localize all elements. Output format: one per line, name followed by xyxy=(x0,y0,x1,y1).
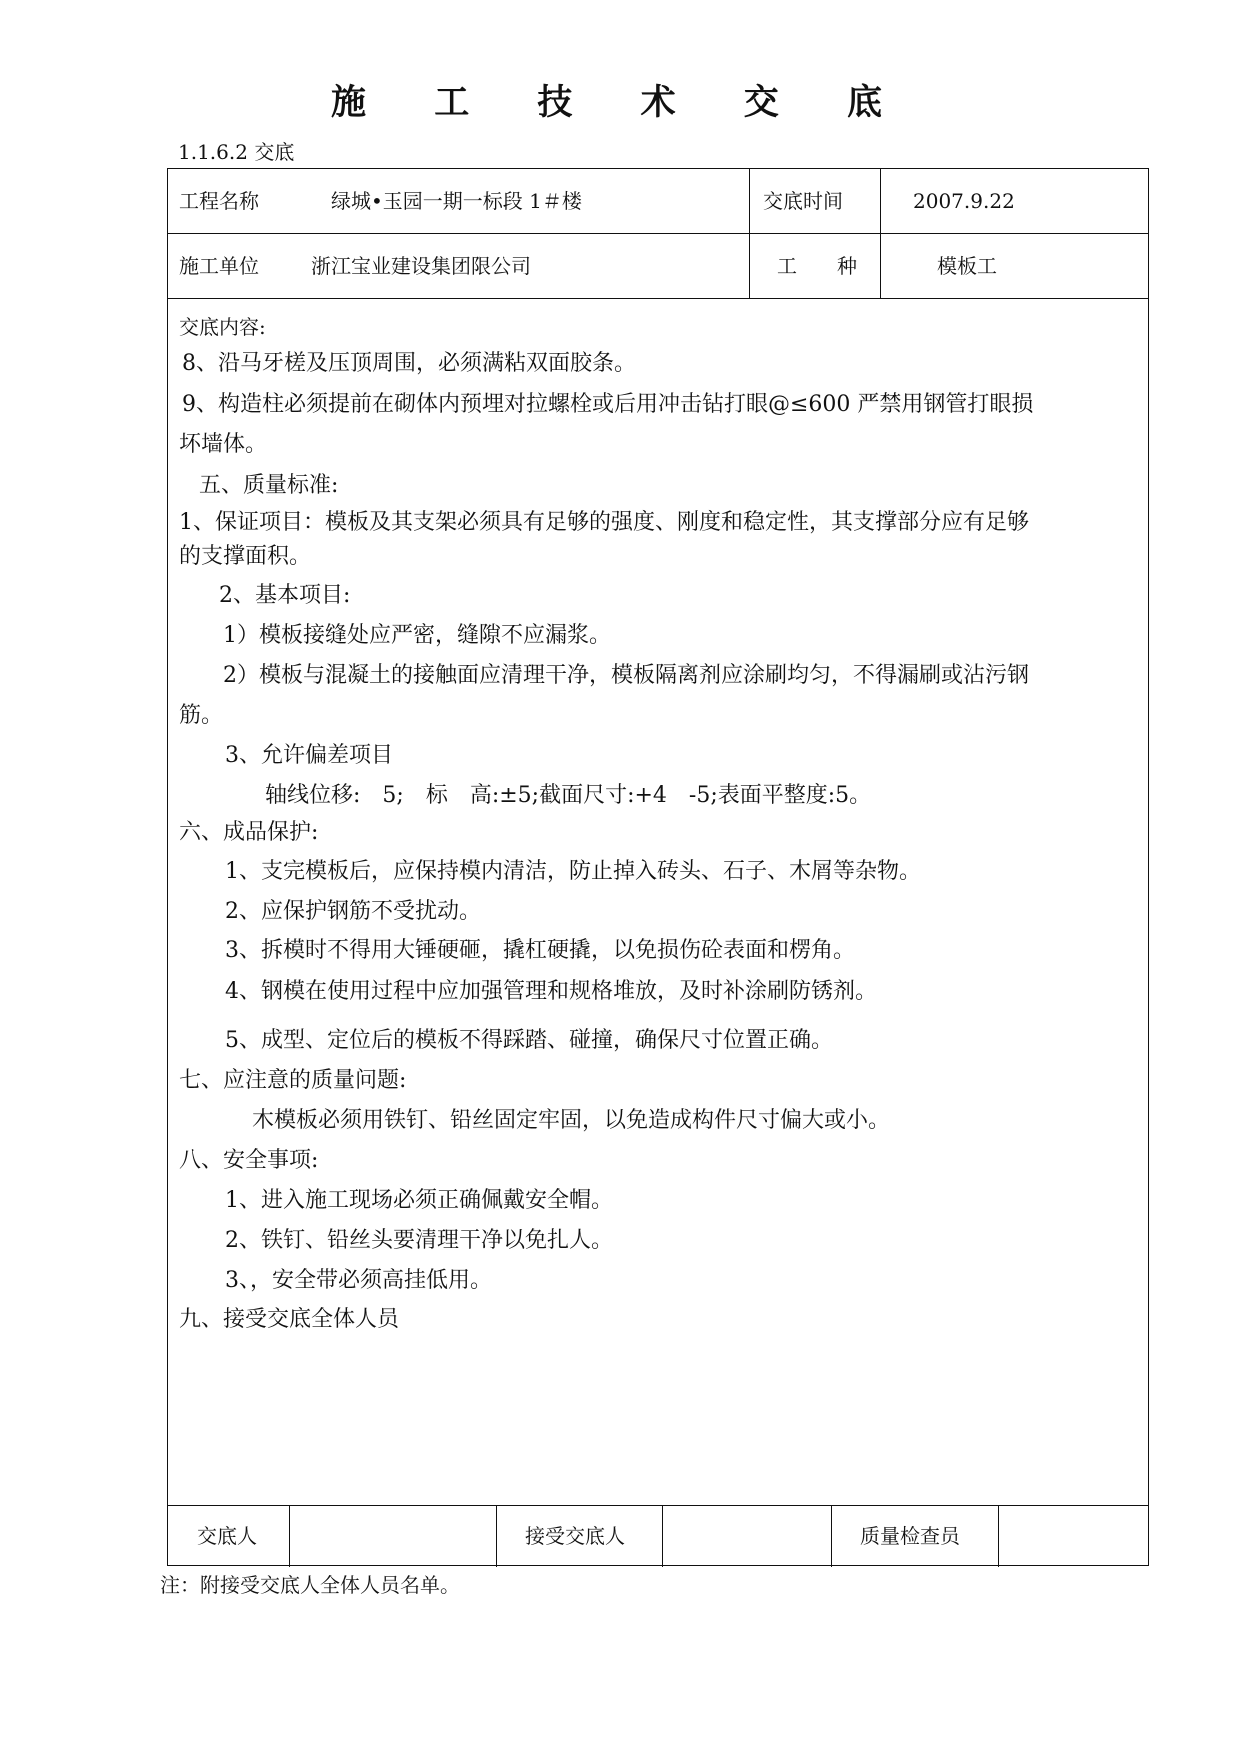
safety-item-1: 1、进入施工现场必须正确佩戴安全帽。 xyxy=(225,1188,613,1213)
safety-item-3: 3、，安全带必须高挂低用。 xyxy=(225,1268,492,1293)
tolerance-heading: 3、允许偏差项目 xyxy=(225,743,393,768)
row-divider xyxy=(168,1505,1148,1506)
content-item-8: 8、沿马牙槎及压顶周围，必须满粘双面胶条。 xyxy=(182,351,636,376)
row-divider xyxy=(168,233,1148,234)
quality-basic-item-2: 2）模板与混凝土的接触面应清理干净，模板隔离剂应涂刷均匀，不得漏刷或沾污钢 xyxy=(223,663,1029,688)
trade-value: 模板工 xyxy=(937,254,997,278)
content-item-9-continued: 坏墙体。 xyxy=(179,432,268,457)
content-label: 交底内容: xyxy=(179,315,266,339)
protection-item-2: 2、应保护钢筋不受扰动。 xyxy=(225,899,481,924)
product-protection-heading: 六、成品保护: xyxy=(179,820,319,845)
quality-basic-item-1: 1）模板接缝处应严密，缝隙不应漏浆。 xyxy=(223,623,611,648)
footnote: 注：附接受交底人全体人员名单。 xyxy=(160,1573,460,1597)
safety-heading: 八、安全事项: xyxy=(179,1148,319,1173)
tolerance-values: 轴线位移: 5; 标 高:±5;截面尺寸:+4 -5;表面平整度:5。 xyxy=(265,783,872,808)
row-divider xyxy=(168,298,1148,299)
protection-item-1: 1、支完模板后，应保持模内清洁，防止掉入砖头、石子、木屑等杂物。 xyxy=(225,859,921,884)
quality-basic-item-2-continued: 筋。 xyxy=(179,703,224,728)
column-divider xyxy=(662,1505,663,1567)
trade-label: 工 种 xyxy=(777,254,857,278)
quality-issues-text: 木模板必须用铁钉、铅丝固定牢固，以免造成构件尺寸偏大或小。 xyxy=(252,1108,891,1133)
quality-basic-heading: 2、基本项目: xyxy=(219,583,351,608)
project-name-label: 工程名称 xyxy=(179,189,259,213)
construction-unit-value: 浙江宝业建设集团限公司 xyxy=(311,254,531,278)
project-name-value: 绿城•玉园一期一标段 1＃楼 xyxy=(331,189,582,213)
quality-guarantee-item-continued: 的支撑面积。 xyxy=(179,544,312,569)
construction-unit-label: 施工单位 xyxy=(179,254,259,278)
page-title: 施 工 技 术 交 底 xyxy=(331,82,910,123)
column-divider xyxy=(998,1505,999,1567)
column-divider xyxy=(496,1505,497,1567)
column-divider xyxy=(289,1505,290,1567)
column-divider xyxy=(749,169,750,298)
safety-item-2: 2、铁钉、铅丝头要清理干净以免扎人。 xyxy=(225,1228,613,1253)
date-label: 交底时间 xyxy=(763,189,843,213)
protection-item-3: 3、拆模时不得用大锤硬砸，撬杠硬撬，以免损伤砼表面和楞角。 xyxy=(225,938,855,963)
disclosure-form xyxy=(167,168,1149,1566)
column-divider xyxy=(880,169,881,298)
handover-person-label: 交底人 xyxy=(197,1524,257,1548)
protection-item-5: 5、成型、定位后的模板不得踩踏、碰撞，确保尺寸位置正确。 xyxy=(225,1028,833,1053)
quality-guarantee-item: 1、保证项目：模板及其支架必须具有足够的强度、刚度和稳定性，其支撑部分应有足够 xyxy=(179,510,1029,535)
quality-standard-heading: 五、质量标准: xyxy=(199,473,339,498)
quality-issues-heading: 七、应注意的质量问题: xyxy=(179,1068,407,1093)
protection-item-4: 4、钢模在使用过程中应加强管理和规格堆放，及时补涂刷防锈剂。 xyxy=(225,979,877,1004)
column-divider xyxy=(831,1505,832,1567)
date-value: 2007.9.22 xyxy=(913,189,1015,213)
quality-inspector-label: 质量检查员 xyxy=(860,1524,960,1548)
section-number: 1.1.6.2 交底 xyxy=(178,140,295,164)
content-item-9: 9、构造柱必须提前在砌体内预埋对拉螺栓或后用冲击钻打眼@≤600 严禁用钢管打眼损 xyxy=(182,392,1034,417)
recipients-heading: 九、接受交底全体人员 xyxy=(179,1307,400,1332)
receiver-label: 接受交底人 xyxy=(525,1524,625,1548)
